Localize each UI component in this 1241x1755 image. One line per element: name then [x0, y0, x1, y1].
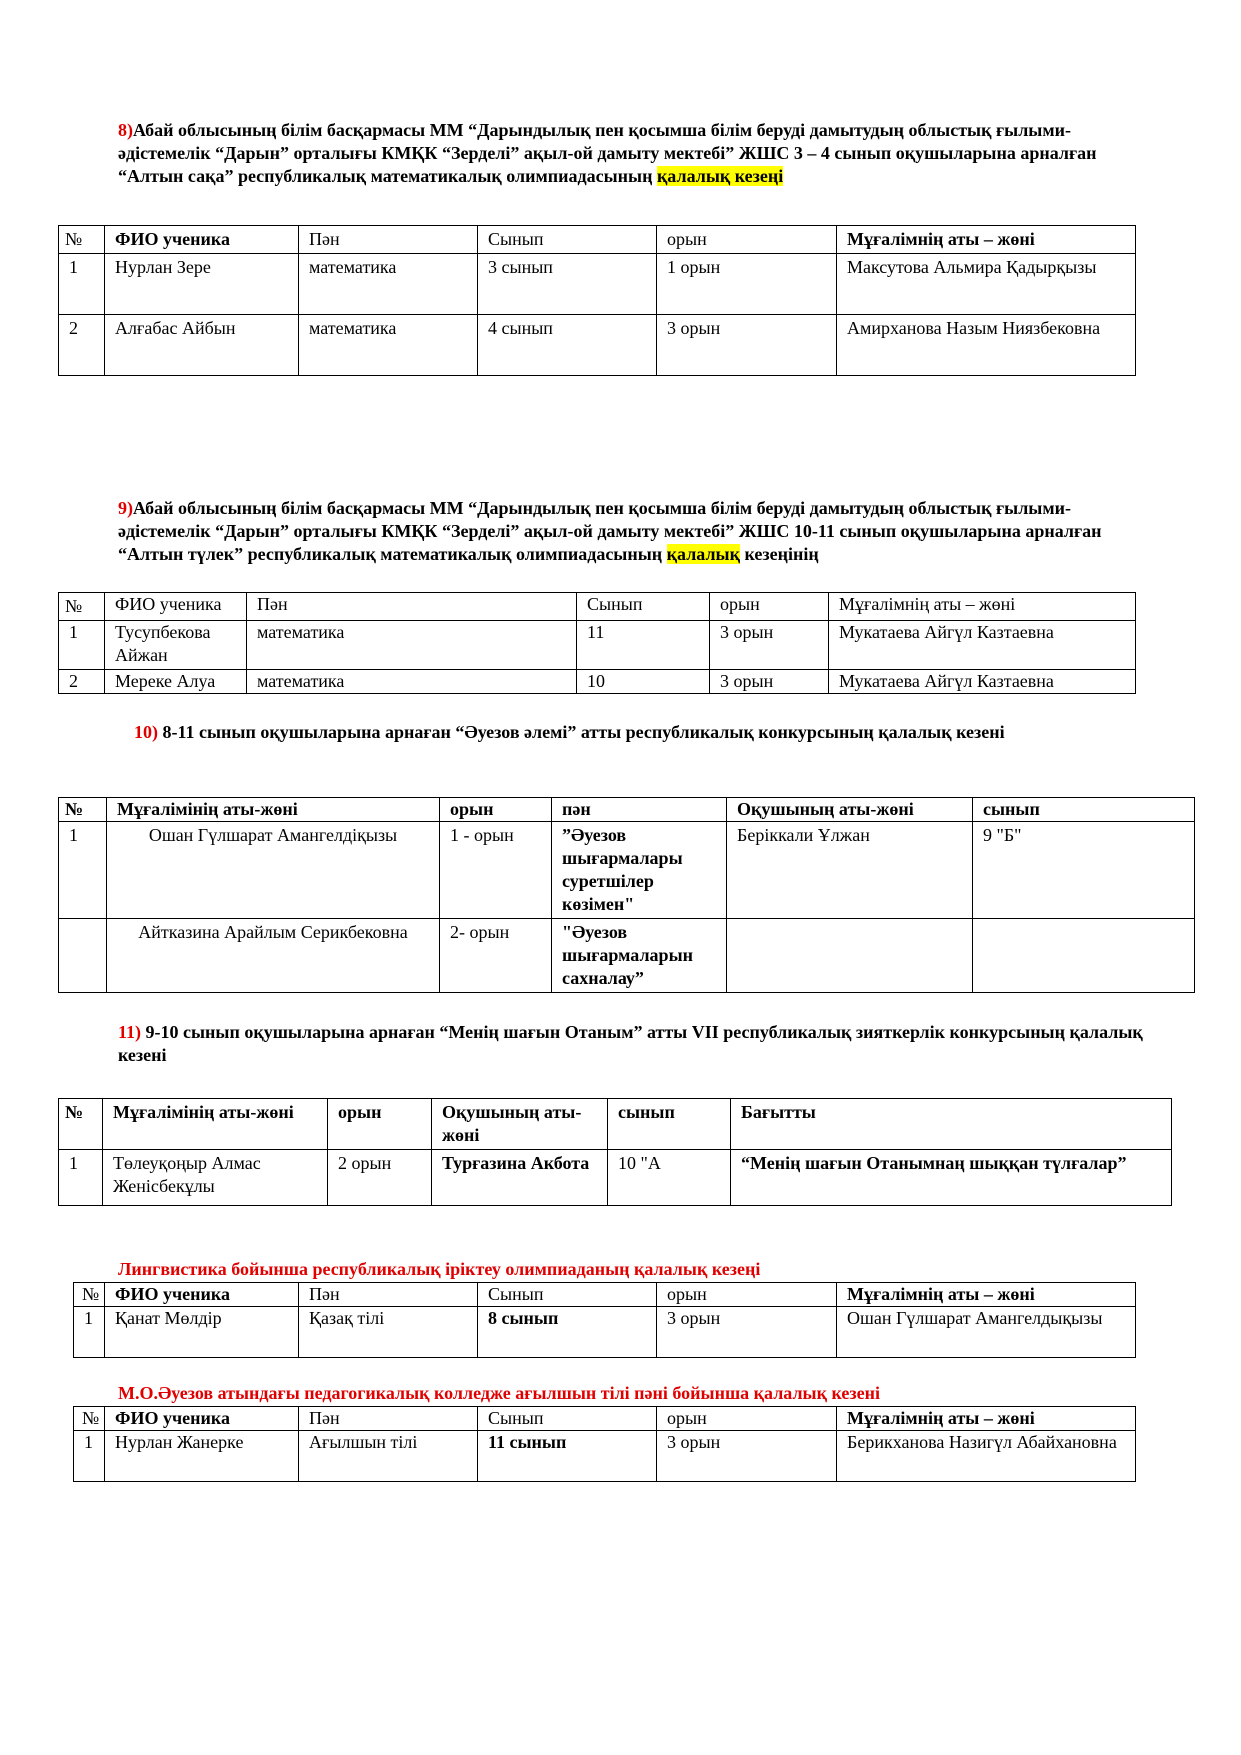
- table-cell: 10: [577, 670, 710, 694]
- header-cell: Мұғалімнің аты – жөні: [837, 1283, 1136, 1307]
- table-row: [74, 1307, 1136, 1358]
- section-10-table: [58, 797, 1195, 993]
- header-cell: Сынып: [478, 1283, 657, 1307]
- section-11-heading: [118, 1021, 1148, 1067]
- table-cell: Тусупбекова Айжан: [105, 621, 247, 670]
- header-cell: ФИО ученика: [105, 593, 247, 621]
- table-cell: "Әуезов шығармаларын сахналау”: [552, 919, 727, 993]
- header-cell: Мұғалімнің аты – жөні: [829, 593, 1136, 621]
- header-cell: Пән: [247, 593, 577, 621]
- section-text-tail: кезеңінің: [739, 544, 819, 564]
- table-cell: Мукатаева Айгүл Казтаевна: [829, 670, 1136, 694]
- header-cell: сынып: [973, 798, 1195, 822]
- table-cell: 1: [59, 254, 105, 315]
- section-number: 11): [118, 1022, 142, 1042]
- table-cell: [59, 919, 107, 993]
- table-cell: [727, 919, 973, 993]
- table-cell: Ошан Гүлшарат Амангелдықызы: [837, 1307, 1136, 1358]
- header-cell: №: [59, 593, 105, 621]
- table-cell: 2: [59, 670, 105, 694]
- table-cell: 10 "А: [608, 1150, 731, 1206]
- section-number: 10): [134, 722, 158, 742]
- table-header-row: [59, 1099, 1172, 1150]
- table-cell: Максутова Альмира Қадырқызы: [837, 254, 1136, 315]
- header-cell: Пән: [299, 1407, 478, 1431]
- table-cell: Мереке Алуа: [105, 670, 247, 694]
- header-cell: Пән: [299, 226, 478, 254]
- table-cell: 3 орын: [657, 1431, 837, 1482]
- section-13-table: [73, 1406, 1136, 1482]
- section-10-heading: [134, 721, 1144, 744]
- table-cell: 3 орын: [710, 670, 829, 694]
- table-cell: Нурлан Жанерке: [105, 1431, 299, 1482]
- table-cell: Ошан Гүлшарат Амангелдіқызы: [107, 822, 440, 919]
- header-cell: Пән: [299, 1283, 478, 1307]
- header-cell: орын: [657, 1283, 837, 1307]
- section-number: 9): [118, 498, 133, 518]
- table-cell: Беріккали Ұлжан: [727, 822, 973, 919]
- section-11-table: [58, 1098, 1172, 1206]
- table-header-row: [59, 593, 1136, 621]
- section-number: 8): [118, 120, 133, 140]
- table-cell: “Менің шағын Отанымнаң шыққан түлғалар”: [731, 1150, 1172, 1206]
- table-cell: 2 орын: [328, 1150, 432, 1206]
- table-cell: 4 сынып: [478, 315, 657, 376]
- header-cell: орын: [710, 593, 829, 621]
- table-cell: математика: [299, 315, 478, 376]
- table-row: [59, 315, 1136, 376]
- section-9-heading: [118, 497, 1148, 566]
- highlighted-text: қалалық кезеңі: [656, 166, 784, 186]
- table-row: [59, 254, 1136, 315]
- table-cell: Ағылшын тілі: [299, 1431, 478, 1482]
- header-cell: орын: [657, 1407, 837, 1431]
- table-cell: Мукатаева Айгүл Казтаевна: [829, 621, 1136, 670]
- header-cell: ФИО ученика: [105, 226, 299, 254]
- section-text: Абай облысының білім басқармасы ММ “Дарындылық пен қосымша білім беруді дамытудың облыстық ғылыми-әдістемелік “Дарын” орталығы КМҚК “Зерделі” ақыл-ой дамыту мектебі” ЖШС 10-11 сынып оқушыларына арналған “Алтын түлек” республикалық математикалық олимпиадасының: [118, 498, 1102, 564]
- header-cell: №: [59, 1099, 103, 1150]
- section-9-table: [58, 592, 1136, 694]
- table-cell: 1 орын: [657, 254, 837, 315]
- table-cell: 8 сынып: [478, 1307, 657, 1358]
- header-cell: Сынып: [478, 1407, 657, 1431]
- header-cell: №: [74, 1407, 105, 1431]
- table-cell: 1: [74, 1431, 105, 1482]
- table-row: [59, 670, 1136, 694]
- header-cell: орын: [657, 226, 837, 254]
- table-cell: Амирханова Назым Ниязбековна: [837, 315, 1136, 376]
- table-header-row: [74, 1283, 1136, 1307]
- header-cell: пән: [552, 798, 727, 822]
- table-row: [59, 621, 1136, 670]
- table-cell: 1: [59, 621, 105, 670]
- header-cell: №: [59, 226, 105, 254]
- section-13-title: М.О.Әуезов атындағы педагогикалық колледже ағылшын тілі пәні бойынша қалалық кезені: [118, 1383, 880, 1403]
- section-8-heading: [118, 119, 1148, 188]
- table-cell: Қанат Мөлдір: [105, 1307, 299, 1358]
- table-row: [74, 1431, 1136, 1482]
- header-cell: ФИО ученика: [105, 1283, 299, 1307]
- header-cell: Сынып: [577, 593, 710, 621]
- section-text: 8-11 сынып оқушыларына арнаған “Әуезов әлемі” атты республикалық конкурсының қалалық кезені: [158, 722, 1005, 742]
- table-cell: 9 "Б": [973, 822, 1195, 919]
- table-cell: математика: [247, 670, 577, 694]
- table-cell: 1: [59, 822, 107, 919]
- table-cell: Турғазина Акбота: [432, 1150, 608, 1206]
- table-row: [59, 1150, 1172, 1206]
- highlighted-text: қалалық: [666, 544, 740, 564]
- table-cell: 11: [577, 621, 710, 670]
- table-header-row: [74, 1407, 1136, 1431]
- header-cell: орын: [328, 1099, 432, 1150]
- table-cell: Берикханова Назигүл Абайхановна: [837, 1431, 1136, 1482]
- table-cell: 1: [59, 1150, 103, 1206]
- table-cell: Алғабас Айбын: [105, 315, 299, 376]
- header-cell: орын: [440, 798, 552, 822]
- table-cell: Төлеуқоңыр Алмас Женісбекұлы: [103, 1150, 328, 1206]
- table-header-row: [59, 798, 1195, 822]
- table-cell: [973, 919, 1195, 993]
- header-cell: Оқушының аты-жөні: [727, 798, 973, 822]
- header-cell: Сынып: [478, 226, 657, 254]
- table-cell: 3 орын: [657, 315, 837, 376]
- table-cell: 3 орын: [657, 1307, 837, 1358]
- table-cell: 1: [74, 1307, 105, 1358]
- table-cell: 3 орын: [710, 621, 829, 670]
- section-12-table: [73, 1282, 1136, 1358]
- section-12-title: Лингвистика бойынша республикалық іріктеу олимпиаданың қалалық кезеңі: [118, 1259, 761, 1279]
- table-cell: 2- орын: [440, 919, 552, 993]
- header-cell: Оқушының аты-жөні: [432, 1099, 608, 1150]
- table-cell: Қазақ тілі: [299, 1307, 478, 1358]
- header-cell: ФИО ученика: [105, 1407, 299, 1431]
- section-text: Абай облысының білім басқармасы ММ “Дарындылық пен қосымша білім беруді дамытудың облыстық ғылыми-әдістемелік “Дарын” орталығы КМҚК “Зерделі” ақыл-ой дамыту мектебі” ЖШС 3 – 4 сынып оқушыларына арналған “Алтын сақа” республикалық математикалық олимпиадасының: [118, 120, 1097, 186]
- section-text: 9-10 сынып оқушыларына арнаған “Менің шағын Отаным” атты VII республикалық зияткерлік конкурсының қалалық кезені: [118, 1022, 1143, 1065]
- header-cell: Мұғалімнің аты – жөні: [837, 226, 1136, 254]
- section-8-table: [58, 225, 1136, 376]
- table-cell: математика: [247, 621, 577, 670]
- table-row: [59, 822, 1195, 919]
- table-cell: 11 сынып: [478, 1431, 657, 1482]
- header-cell: №: [74, 1283, 105, 1307]
- table-header-row: [59, 226, 1136, 254]
- table-cell: Нурлан Зере: [105, 254, 299, 315]
- header-cell: Мұғалімнің аты – жөні: [837, 1407, 1136, 1431]
- header-cell: Бағытты: [731, 1099, 1172, 1150]
- table-cell: Айтказина Арайлым Серикбековна: [107, 919, 440, 993]
- table-cell: математика: [299, 254, 478, 315]
- table-cell: 1 - орын: [440, 822, 552, 919]
- table-cell: 2: [59, 315, 105, 376]
- table-cell: 3 сынып: [478, 254, 657, 315]
- header-cell: №: [59, 798, 107, 822]
- header-cell: сынып: [608, 1099, 731, 1150]
- header-cell: Мұғалімінің аты-жөні: [103, 1099, 328, 1150]
- table-cell: ”Әуезов шығармалары суретшілер көзімен": [552, 822, 727, 919]
- table-row: [59, 919, 1195, 993]
- header-cell: Мұғалімінің аты-жөні: [107, 798, 440, 822]
